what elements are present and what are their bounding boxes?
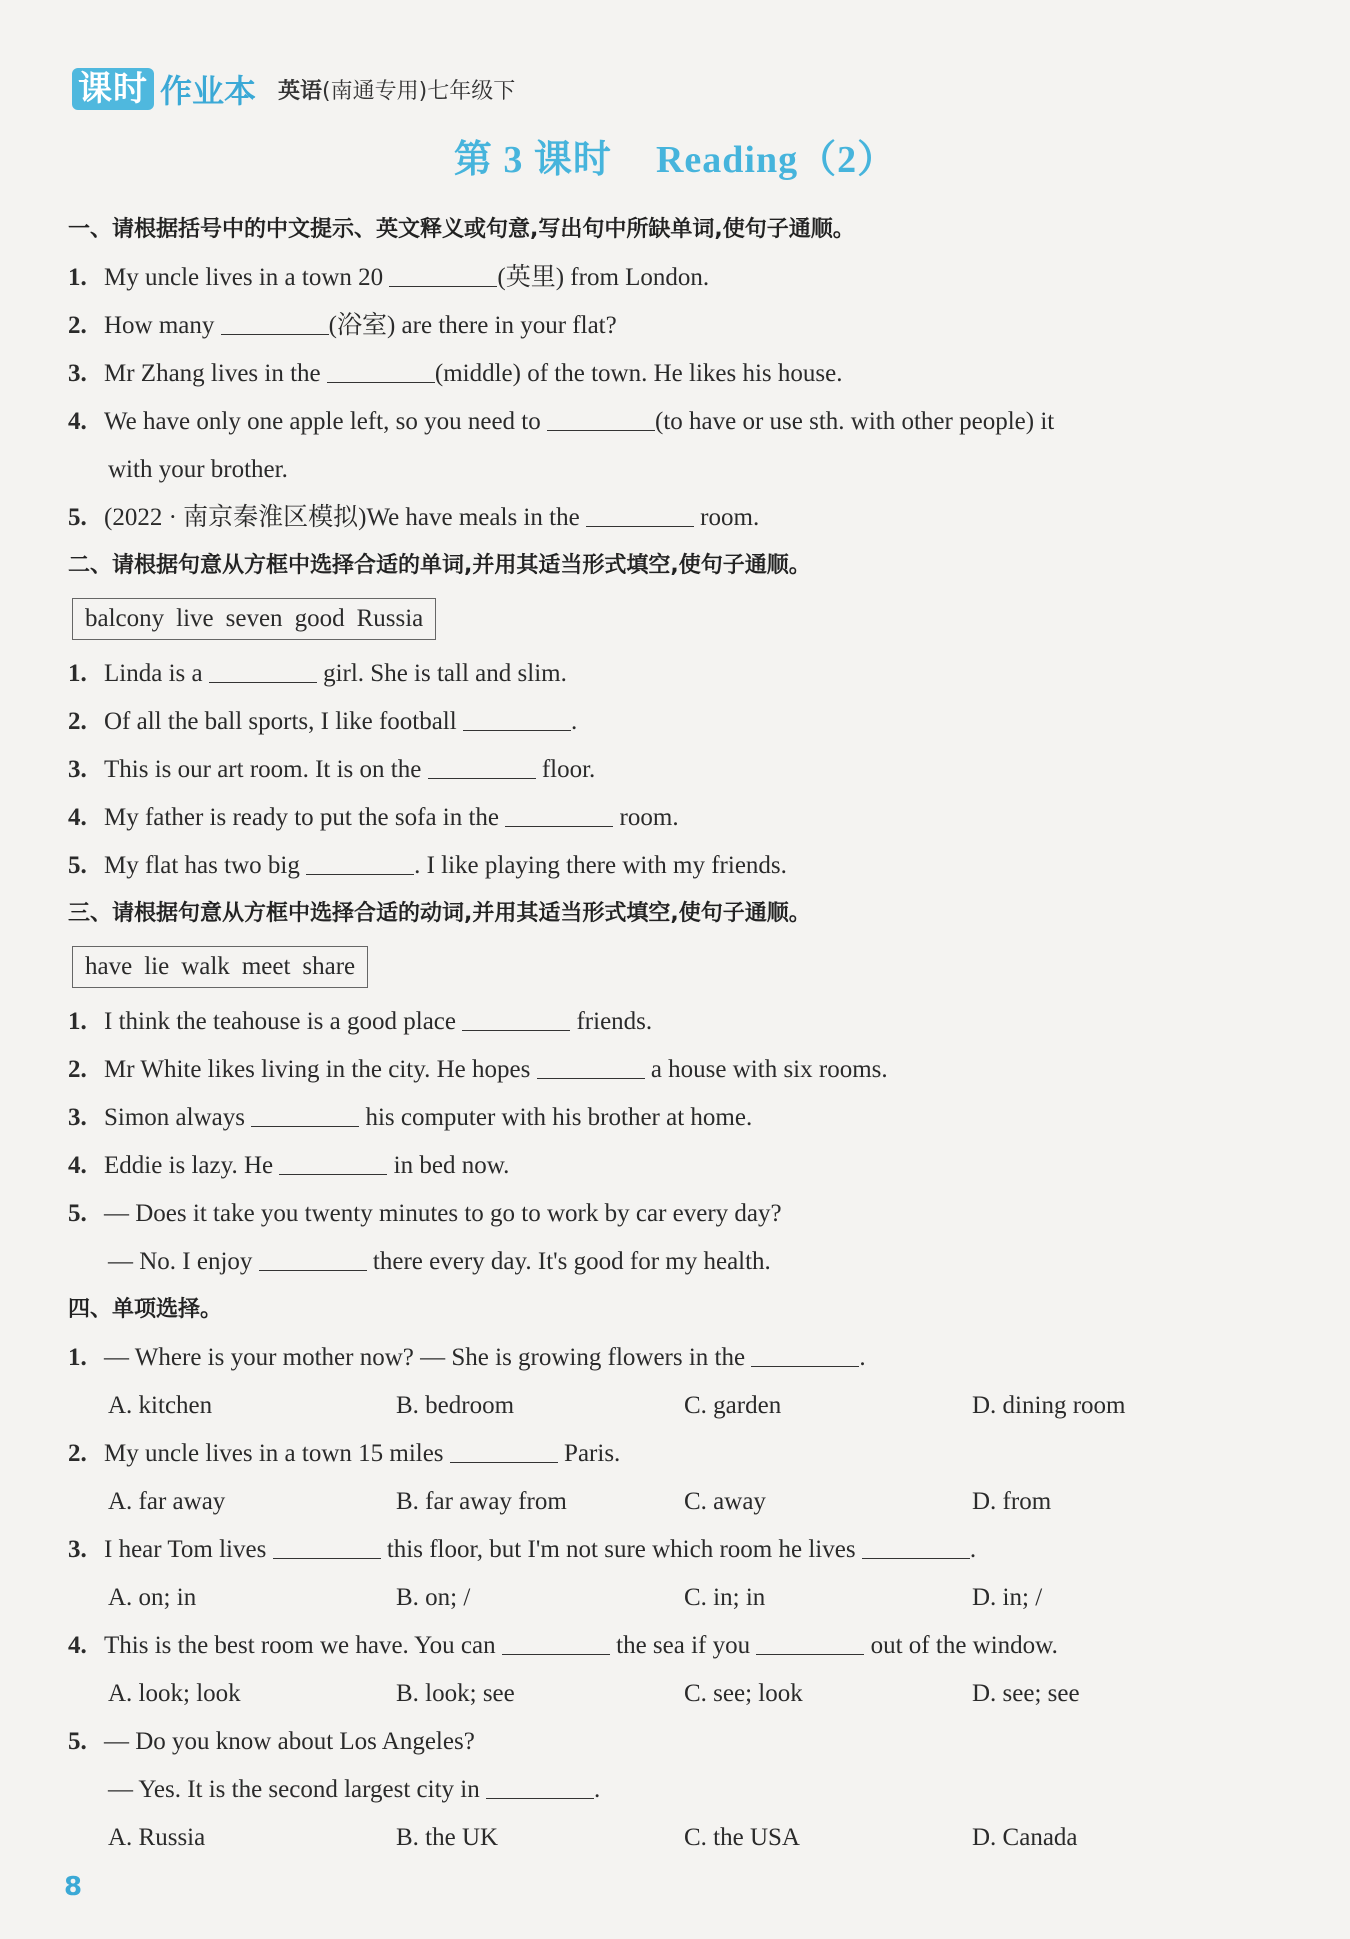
question-text: I hear Tom lives [104,1536,273,1563]
word-option: meet [241,953,291,980]
question-number: 1. [68,264,87,291]
answer-blank[interactable] [306,844,414,875]
question-text: the sea if you [609,1632,757,1659]
question-line [68,254,1288,302]
question-text: Simon always [104,1104,252,1131]
word-option: share [302,953,356,980]
question-line [68,1622,1288,1670]
answer-blank[interactable] [756,1624,864,1655]
answer-blank[interactable] [273,1528,381,1559]
question-text: (英里) from London. [497,264,710,291]
question-text: My flat has two big [104,852,307,879]
question-text: (middle) of the town. He likes his house. [434,360,843,387]
answer-option[interactable]: C. away [684,1488,766,1515]
question-text: Paris. [557,1440,621,1467]
answer-options [68,1574,1288,1622]
question-text: floor. [535,756,596,783]
answer-option[interactable]: D. Canada [972,1824,1078,1851]
word-box [72,946,368,988]
question-number: 2. [68,1440,87,1467]
question-text: My father is ready to put the sofa in the [104,804,506,831]
answer-option[interactable]: B. bedroom [396,1392,515,1419]
answer-blank[interactable] [463,700,571,731]
question-line [68,1094,1288,1142]
question-text: . [570,708,578,735]
question-text: — Where is your mother now? — She is growing flowers in the [104,1344,752,1371]
question-number: 1. [68,1008,87,1035]
answer-blank[interactable] [259,1240,367,1271]
answer-option[interactable]: B. the UK [396,1824,499,1851]
word-option: lie [144,953,170,980]
question-number: 3. [68,1536,87,1563]
answer-options [68,1478,1288,1526]
answer-blank[interactable] [251,1096,359,1127]
question-text: friends. [570,1008,653,1035]
question-text: his computer with his brother at home. [359,1104,753,1131]
logo-box: 课时 [72,68,154,110]
answer-blank[interactable] [547,400,655,431]
question-line [68,794,1288,842]
question-number: 4. [68,408,87,435]
question-text: (浴室) are there in your flat? [328,312,617,339]
question-line [68,650,1288,698]
word-box [72,598,436,640]
question-line [68,350,1288,398]
answer-blank[interactable] [279,1144,387,1175]
question-text: — Yes. It is the second largest city in [108,1776,486,1803]
answer-option[interactable]: C. the USA [684,1824,800,1851]
question-text: Of all the ball sports, I like football [104,708,463,735]
exercise-content [68,206,1288,1862]
answer-blank[interactable] [586,496,694,527]
question-text: My uncle lives in a town 20 [104,264,390,291]
question-text: out of the window. [864,1632,1058,1659]
question-line [68,1334,1288,1382]
answer-blank[interactable] [389,256,497,287]
answer-blank[interactable] [209,652,317,683]
lesson-number: 第 3 课时 [453,139,612,181]
question-line [68,1142,1288,1190]
answer-blank[interactable] [751,1336,859,1367]
answer-blank[interactable] [327,352,435,383]
subject-line [278,74,515,105]
word-option: balcony [85,605,165,632]
question-text: (2022 · 南京秦淮区模拟)We have meals in the [104,504,586,531]
lesson-name: Reading（2） [655,139,897,181]
question-text: there every day. It's good for my health. [366,1248,771,1275]
word-option: walk [181,953,230,980]
answer-blank[interactable] [221,304,329,335]
word-option: have [85,953,133,980]
question-text: . [593,1776,601,1803]
question-text: — Does it take you twenty minutes to go to work by car every day? [104,1200,782,1227]
answer-option[interactable]: A. on; in [108,1584,197,1611]
logo-text: 作业本 [160,72,257,110]
question-number: 4. [68,804,87,831]
question-number: 5. [68,1200,87,1227]
question-number: 5. [68,504,87,531]
answer-blank[interactable] [862,1528,970,1559]
lesson-title [0,128,1350,183]
section-title: 二、请根据句意从方框中选择合适的单词,并用其适当形式填空,使句子通顺。 [68,553,811,578]
question-line [68,746,1288,794]
answer-blank[interactable] [428,748,536,779]
question-text: Linda is a [104,660,209,687]
question-number: 1. [68,660,87,687]
question-text: (to have or use sth. with other people) it [655,408,1055,435]
subject-detail: (南通专用)七年级下 [322,78,516,104]
section-title: 四、单项选择。 [68,1297,223,1322]
question-text: . [969,1536,977,1563]
question-line [68,398,1288,446]
question-text: . [859,1344,866,1371]
question-number: 2. [68,1056,87,1083]
question-line [68,698,1288,746]
answer-blank[interactable] [450,1432,558,1463]
question-line [68,1190,1288,1238]
question-line [68,1046,1288,1094]
answer-blank[interactable] [502,1624,610,1655]
question-number: 3. [68,756,87,783]
question-text: — Do you know about Los Angeles? [104,1728,475,1755]
answer-option[interactable]: C. see; look [684,1680,803,1707]
answer-option[interactable]: D. dining room [972,1392,1126,1419]
answer-option[interactable]: D. from [972,1488,1052,1515]
section-title: 三、请根据句意从方框中选择合适的动词,并用其适当形式填空,使句子通顺。 [68,901,811,926]
question-line [68,1766,1288,1814]
answer-option[interactable]: C. garden [684,1392,782,1419]
question-text: My uncle lives in a town 15 miles [104,1440,450,1467]
question-text: Mr Zhang lives in the [104,360,327,387]
question-number: 2. [68,312,87,339]
answer-options [68,1670,1288,1718]
answer-option[interactable]: A. kitchen [108,1392,213,1419]
answer-option[interactable]: C. in; in [684,1584,766,1611]
question-number: 1. [68,1344,87,1371]
page-number: 8 [64,1872,83,1902]
question-number: 5. [68,852,87,879]
word-option: good [294,605,345,632]
question-text: How many [104,312,221,339]
question-text: . I like playing there with my friends. [414,852,787,879]
word-option: live [176,605,214,632]
answer-blank[interactable] [537,1048,645,1079]
question-text: room. [613,804,679,831]
answer-blank[interactable] [505,796,613,827]
question-number: 2. [68,708,87,735]
question-text: Eddie is lazy. He [104,1152,280,1179]
question-text: We have only one apple left, so you need to [104,408,547,435]
question-line [68,842,1288,890]
answer-option[interactable]: D. in; / [972,1584,1043,1611]
answer-blank[interactable] [462,1000,570,1031]
question-line [68,998,1288,1046]
question-text: a house with six rooms. [644,1056,888,1083]
answer-option[interactable]: A. far away [108,1488,226,1515]
question-text: This is the best room we have. You can [104,1632,502,1659]
logo [72,67,256,111]
question-text: Mr White likes living in the city. He hopes [104,1056,537,1083]
question-text: — No. I enjoy [108,1248,259,1275]
answer-options [68,1382,1288,1430]
question-text: I think the teahouse is a good place [104,1008,463,1035]
question-text: room. [693,504,760,531]
question-number: 5. [68,1728,87,1755]
question-line [68,302,1288,350]
question-number: 3. [68,1104,87,1131]
word-option: seven [225,605,283,632]
question-line [68,1526,1288,1574]
question-continuation: with your brother. [108,456,288,483]
answer-option[interactable]: A. look; look [108,1680,241,1707]
answer-blank[interactable] [486,1768,594,1799]
word-option: Russia [356,605,424,632]
question-text: in bed now. [387,1152,510,1179]
header [72,64,515,114]
answer-option[interactable]: B. look; see [396,1680,515,1707]
question-text: This is our art room. It is on the [104,756,428,783]
answer-option[interactable]: B. far away from [396,1488,567,1515]
answer-options [68,1814,1288,1862]
answer-option[interactable]: A. Russia [108,1824,206,1851]
question-line [68,494,1288,542]
question-number: 4. [68,1632,87,1659]
question-text: girl. She is tall and slim. [316,660,567,687]
question-number: 3. [68,360,87,387]
question-line [68,1718,1288,1766]
subject: 英语 [278,78,323,104]
question-line [68,1238,1288,1286]
question-text: this floor, but I'm not sure which room he lives [380,1536,862,1563]
question-number: 4. [68,1152,87,1179]
answer-option[interactable]: B. on; / [396,1584,471,1611]
answer-option[interactable]: D. see; see [972,1680,1080,1707]
section-title: 一、请根据括号中的中文提示、英文释义或句意,写出句中所缺单词,使句子通顺。 [68,217,855,242]
question-line [68,1430,1288,1478]
